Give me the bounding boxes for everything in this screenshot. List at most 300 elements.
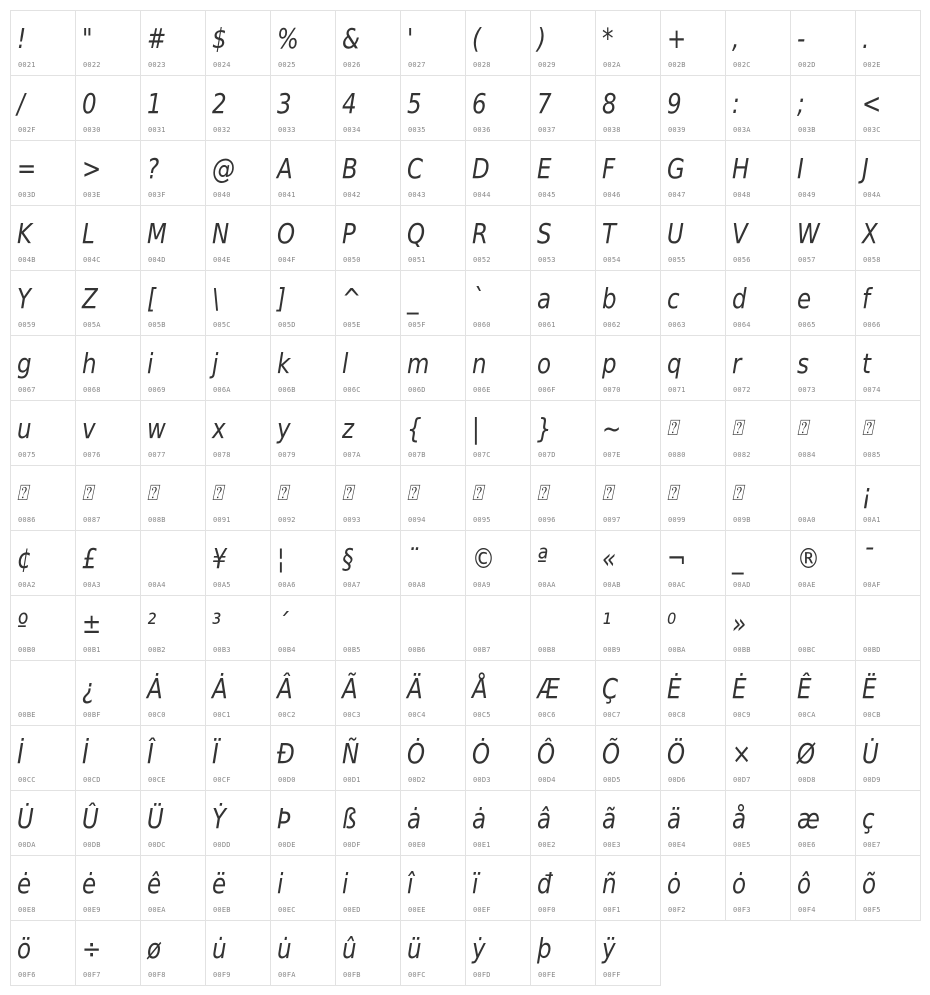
- glyph-cell: [205, 660, 271, 726]
- glyph-char: ä: [667, 802, 682, 835]
- glyph-char: ø: [147, 932, 162, 965]
- glyph-char: R: [472, 217, 488, 250]
- glyph-char: ⍰: [277, 481, 288, 506]
- glyph-cell: [725, 10, 791, 76]
- glyph-code: 00B8: [538, 646, 556, 654]
- glyph-cell: [465, 140, 531, 206]
- glyph-char: U̇: [17, 802, 34, 835]
- glyph-code: 00D2: [408, 776, 426, 784]
- glyph-code: 003F: [148, 191, 166, 199]
- glyph-char: N: [212, 217, 230, 250]
- glyph-code: 007D: [538, 451, 556, 459]
- glyph-char: /: [17, 87, 25, 120]
- glyph-code: 005A: [83, 321, 101, 329]
- glyph-code: 00DE: [278, 841, 296, 849]
- glyph-cell: [790, 595, 856, 661]
- glyph-code: 00AF: [863, 581, 881, 589]
- glyph-char: V: [732, 217, 748, 250]
- glyph-char: O: [277, 217, 296, 250]
- glyph-cell: [790, 465, 856, 531]
- glyph-cell: [75, 790, 141, 856]
- glyph-cell: [270, 725, 336, 791]
- glyph-cell: [335, 335, 401, 401]
- glyph-cell: [335, 140, 401, 206]
- glyph-cell: [140, 10, 206, 76]
- glyph-cell: [725, 335, 791, 401]
- glyph-char: d: [732, 282, 747, 315]
- glyph-char: Ç: [602, 672, 619, 705]
- glyph-code: 00A9: [473, 581, 491, 589]
- glyph-code: 0057: [798, 256, 816, 264]
- glyph-char: Ë: [862, 672, 877, 705]
- glyph-code: 00D7: [733, 776, 751, 784]
- glyph-char: *: [602, 22, 614, 55]
- glyph-code: 00DB: [83, 841, 101, 849]
- glyph-cell: [400, 790, 466, 856]
- glyph-code: 00CF: [213, 776, 231, 784]
- glyph-char: Z: [82, 282, 98, 315]
- glyph-cell: [10, 270, 76, 336]
- glyph-code: 0087: [83, 516, 101, 524]
- glyph-char: Ê: [797, 672, 812, 705]
- glyph-char: ⍰: [147, 481, 158, 506]
- glyph-code: 00E3: [603, 841, 621, 849]
- glyph-char: »: [732, 607, 747, 640]
- glyph-code: 0046: [603, 191, 621, 199]
- glyph-char: ⍰: [862, 416, 873, 441]
- glyph-char: Â: [277, 672, 293, 705]
- glyph-char: Ö: [667, 737, 686, 770]
- glyph-cell: [660, 595, 726, 661]
- glyph-cell: [530, 530, 596, 596]
- glyph-cell: [465, 400, 531, 466]
- glyph-char: !: [17, 22, 27, 55]
- glyph-code: 004B: [18, 256, 36, 264]
- glyph-cell: [530, 790, 596, 856]
- glyph-cell: [595, 75, 661, 141]
- glyph-code: 00DA: [18, 841, 36, 849]
- glyph-char: ⍰: [667, 481, 678, 506]
- glyph-cell: [75, 75, 141, 141]
- glyph-char: Æ: [537, 672, 560, 705]
- glyph-cell: [530, 855, 596, 921]
- glyph-code: 0071: [668, 386, 686, 394]
- glyph-char: å: [732, 802, 747, 835]
- glyph-char: â: [537, 802, 552, 835]
- glyph-cell: [10, 10, 76, 76]
- glyph-code: 00CA: [798, 711, 816, 719]
- glyph-code: 0070: [603, 386, 621, 394]
- glyph-char: ė: [17, 867, 32, 900]
- glyph-cell: [75, 10, 141, 76]
- glyph-code: 00B4: [278, 646, 296, 654]
- glyph-char: g: [17, 347, 32, 380]
- glyph-cell: [270, 465, 336, 531]
- glyph-cell: [530, 205, 596, 271]
- glyph-char: ^: [342, 282, 362, 315]
- glyph-cell: [465, 270, 531, 336]
- glyph-cell: [205, 855, 271, 921]
- glyph-cell: [205, 465, 271, 531]
- glyph-char: ⍰: [472, 481, 483, 506]
- glyph-char: (: [472, 22, 481, 55]
- glyph-char: Þ: [277, 802, 291, 835]
- glyph-char: L: [82, 217, 95, 250]
- glyph-code: 0092: [278, 516, 296, 524]
- glyph-code: 0025: [278, 61, 296, 69]
- glyph-code: 0031: [148, 126, 166, 134]
- glyph-code: 00BE: [18, 711, 36, 719]
- glyph-cell: [75, 855, 141, 921]
- glyph-char: þ: [537, 932, 552, 965]
- glyph-char: Ȧ: [147, 672, 163, 705]
- glyph-char: ç: [862, 802, 875, 835]
- glyph-char: £: [82, 542, 97, 575]
- glyph-char: n: [472, 347, 487, 380]
- glyph-char: ,: [732, 22, 740, 55]
- glyph-code: 0030: [83, 126, 101, 134]
- glyph-char: ȧ: [472, 802, 487, 835]
- glyph-cell: [10, 595, 76, 661]
- glyph-char: i: [277, 867, 284, 900]
- glyph-code: 00E7: [863, 841, 881, 849]
- glyph-code: 005C: [213, 321, 231, 329]
- glyph-cell: [595, 335, 661, 401]
- glyph-cell: [335, 660, 401, 726]
- glyph-char: Ï: [212, 737, 219, 770]
- glyph-code: 0028: [473, 61, 491, 69]
- glyph-cell: [530, 400, 596, 466]
- glyph-code: 0075: [18, 451, 36, 459]
- glyph-code: 0080: [668, 451, 686, 459]
- glyph-char: ô: [797, 867, 812, 900]
- glyph-char: H: [732, 152, 750, 185]
- glyph-char: m: [407, 347, 430, 380]
- glyph-code: 0094: [408, 516, 426, 524]
- glyph-code: 005D: [278, 321, 296, 329]
- glyph-cell: [660, 855, 726, 921]
- glyph-code: 00C6: [538, 711, 556, 719]
- glyph-code: 0035: [408, 126, 426, 134]
- glyph-code: 0085: [863, 451, 881, 459]
- glyph-code: 00FB: [343, 971, 361, 979]
- glyph-code: 00BC: [798, 646, 816, 654]
- glyph-code: 00C4: [408, 711, 426, 719]
- glyph-cell: [140, 400, 206, 466]
- glyph-char: ¿: [82, 672, 95, 705]
- glyph-cell: [205, 530, 271, 596]
- glyph-char: ±: [82, 607, 102, 640]
- glyph-cell: [790, 855, 856, 921]
- glyph-char: ²: [147, 607, 157, 640]
- glyph-cell: [465, 855, 531, 921]
- glyph-code: 00F5: [863, 906, 881, 914]
- glyph-code: 003B: [798, 126, 816, 134]
- glyph-cell: [270, 920, 336, 986]
- glyph-cell: [595, 140, 661, 206]
- glyph-cell: [335, 400, 401, 466]
- glyph-char: ¦: [277, 542, 285, 575]
- glyph-cell: [790, 530, 856, 596]
- glyph-cell: [10, 920, 76, 986]
- glyph-code: 00ED: [343, 906, 361, 914]
- glyph-char: U: [667, 217, 684, 250]
- glyph-cell: [595, 595, 661, 661]
- glyph-cell: [205, 335, 271, 401]
- glyph-cell: [205, 140, 271, 206]
- glyph-code: 0041: [278, 191, 296, 199]
- glyph-code: 00DC: [148, 841, 166, 849]
- glyph-char: W: [797, 217, 820, 250]
- glyph-char: y: [277, 412, 291, 445]
- glyph-cell: [400, 205, 466, 271]
- glyph-char: Ȧ: [212, 672, 228, 705]
- glyph-char: u̇: [277, 932, 292, 965]
- glyph-code: 0043: [408, 191, 426, 199]
- glyph-code: 00E6: [798, 841, 816, 849]
- glyph-char: ö: [17, 932, 32, 965]
- glyph-char: `: [472, 282, 484, 315]
- glyph-char: T: [602, 217, 617, 250]
- glyph-cell: [465, 75, 531, 141]
- glyph-char: ×: [732, 737, 752, 770]
- glyph-code: 0026: [343, 61, 361, 69]
- glyph-cell: [465, 595, 531, 661]
- glyph-char: 0: [82, 87, 97, 120]
- glyph-cell: [335, 595, 401, 661]
- glyph-char: p: [602, 347, 617, 380]
- glyph-char: q: [667, 347, 682, 380]
- glyph-char: r: [732, 347, 742, 380]
- glyph-cell: [400, 270, 466, 336]
- glyph-cell: [855, 205, 921, 271]
- glyph-char: u̇: [212, 932, 227, 965]
- glyph-code: 0082: [733, 451, 751, 459]
- glyph-cell: [530, 465, 596, 531]
- glyph-code: 0079: [278, 451, 296, 459]
- glyph-char: đ: [537, 867, 552, 900]
- glyph-cell: [10, 530, 76, 596]
- glyph-char: ⍰: [342, 481, 353, 506]
- glyph-char: ß: [342, 802, 357, 835]
- glyph-code: 004C: [83, 256, 101, 264]
- glyph-cell: [140, 335, 206, 401]
- glyph-char: f: [862, 282, 871, 315]
- glyph-cell: [465, 790, 531, 856]
- glyph-code: 006F: [538, 386, 556, 394]
- glyph-code: 00A3: [83, 581, 101, 589]
- glyph-cell: [595, 270, 661, 336]
- glyph-cell: [465, 530, 531, 596]
- glyph-cell: [660, 10, 726, 76]
- glyph-cell: [400, 725, 466, 791]
- glyph-char: C: [407, 152, 424, 185]
- glyph-code: 0056: [733, 256, 751, 264]
- glyph-cell: [660, 400, 726, 466]
- glyph-char: 9: [667, 87, 682, 120]
- glyph-char: P: [342, 217, 356, 250]
- glyph-cell: [10, 855, 76, 921]
- glyph-code: 0029: [538, 61, 556, 69]
- glyph-cell: [725, 400, 791, 466]
- glyph-cell: [465, 725, 531, 791]
- glyph-code: 00BF: [83, 711, 101, 719]
- glyph-cell: [660, 465, 726, 531]
- glyph-cell: [725, 660, 791, 726]
- glyph-char: ÷: [82, 932, 102, 965]
- glyph-char: ë: [212, 867, 227, 900]
- glyph-char: Ȯ: [472, 737, 491, 770]
- glyph-char: Ü: [147, 802, 164, 835]
- glyph-char: h: [82, 347, 97, 380]
- glyph-code: 00E9: [83, 906, 101, 914]
- glyph-char: J: [862, 152, 869, 185]
- glyph-code: 00B6: [408, 646, 426, 654]
- glyph-code: 0064: [733, 321, 751, 329]
- glyph-code: 0069: [148, 386, 166, 394]
- glyph-cell: [595, 530, 661, 596]
- glyph-code: 003D: [18, 191, 36, 199]
- glyph-cell: [660, 660, 726, 726]
- glyph-char: @: [212, 152, 235, 185]
- glyph-code: 00E1: [473, 841, 491, 849]
- glyph-cell: [140, 790, 206, 856]
- glyph-char: u: [17, 412, 32, 445]
- glyph-cell: [205, 400, 271, 466]
- glyph-cell: [400, 530, 466, 596]
- glyph-cell: [530, 920, 596, 986]
- glyph-char: :: [732, 87, 740, 120]
- glyph-char: ª: [537, 542, 548, 575]
- glyph-code: 0093: [343, 516, 361, 524]
- glyph-char: ȯ: [732, 867, 747, 900]
- glyph-code: 00F8: [148, 971, 166, 979]
- glyph-code: 00C3: [343, 711, 361, 719]
- glyph-char: ã: [602, 802, 617, 835]
- glyph-cell: [205, 595, 271, 661]
- glyph-code: 0023: [148, 61, 166, 69]
- glyph-cell: [10, 660, 76, 726]
- glyph-cell: [400, 660, 466, 726]
- glyph-char: I: [797, 152, 804, 185]
- glyph-char: ): [537, 22, 546, 55]
- glyph-code: 0077: [148, 451, 166, 459]
- glyph-char: ;: [797, 87, 805, 120]
- glyph-char: ~: [602, 412, 622, 445]
- glyph-char: %: [277, 22, 299, 55]
- glyph-char: #: [147, 22, 167, 55]
- glyph-char: ?: [147, 152, 160, 185]
- glyph-char: A: [277, 152, 293, 185]
- glyph-grid: [10, 10, 920, 985]
- glyph-code: 00B9: [603, 646, 621, 654]
- glyph-code: 00AA: [538, 581, 556, 589]
- glyph-cell: [75, 660, 141, 726]
- glyph-cell: [335, 465, 401, 531]
- glyph-code: 00EC: [278, 906, 296, 914]
- glyph-code: 009B: [733, 516, 751, 524]
- glyph-code: 00A1: [863, 516, 881, 524]
- glyph-code: 00AB: [603, 581, 621, 589]
- glyph-char: ⍰: [407, 481, 418, 506]
- glyph-cell: [140, 465, 206, 531]
- glyph-code: 005F: [408, 321, 426, 329]
- glyph-code: 0065: [798, 321, 816, 329]
- glyph-cell: [595, 465, 661, 531]
- glyph-cell: [790, 205, 856, 271]
- glyph-code: 0036: [473, 126, 491, 134]
- glyph-char: ⍰: [732, 416, 743, 441]
- glyph-code: 0066: [863, 321, 881, 329]
- glyph-cell: [270, 10, 336, 76]
- glyph-code: 00B1: [83, 646, 101, 654]
- glyph-code: 0096: [538, 516, 556, 524]
- glyph-char: ]: [277, 282, 286, 315]
- glyph-cell: [400, 140, 466, 206]
- glyph-code: 0099: [668, 516, 686, 524]
- glyph-char: ⍰: [82, 481, 93, 506]
- glyph-char: s: [797, 347, 809, 380]
- glyph-code: 0054: [603, 256, 621, 264]
- glyph-cell: [400, 920, 466, 986]
- glyph-code: 00EA: [148, 906, 166, 914]
- glyph-code: 0078: [213, 451, 231, 459]
- glyph-cell: [400, 595, 466, 661]
- glyph-code: 00B7: [473, 646, 491, 654]
- glyph-cell: [75, 140, 141, 206]
- glyph-cell: [205, 790, 271, 856]
- glyph-code: 0091: [213, 516, 231, 524]
- glyph-cell: [75, 725, 141, 791]
- glyph-char: Y: [17, 282, 32, 315]
- glyph-cell: [790, 335, 856, 401]
- glyph-cell: [10, 790, 76, 856]
- glyph-cell: [270, 595, 336, 661]
- glyph-cell: [75, 270, 141, 336]
- glyph-cell: [270, 400, 336, 466]
- glyph-cell: [790, 725, 856, 791]
- glyph-cell: [75, 530, 141, 596]
- glyph-cell: [205, 725, 271, 791]
- glyph-code: 0086: [18, 516, 36, 524]
- glyph-code: 00F0: [538, 906, 556, 914]
- glyph-char: Ė: [732, 672, 747, 705]
- glyph-code: 006B: [278, 386, 296, 394]
- glyph-char: l: [342, 347, 349, 380]
- glyph-cell: [725, 725, 791, 791]
- glyph-cell: [855, 595, 921, 661]
- glyph-char: 8: [602, 87, 617, 120]
- glyph-char: i: [342, 867, 349, 900]
- glyph-cell: [140, 595, 206, 661]
- glyph-char: ¹: [602, 607, 612, 640]
- glyph-code: 00EB: [213, 906, 231, 914]
- glyph-char: ³: [212, 607, 222, 640]
- glyph-cell: [140, 660, 206, 726]
- glyph-char: Ȯ: [407, 737, 426, 770]
- glyph-char: z: [342, 412, 355, 445]
- glyph-cell: [205, 270, 271, 336]
- glyph-cell: [530, 725, 596, 791]
- glyph-code: 00F1: [603, 906, 621, 914]
- glyph-cell: [465, 920, 531, 986]
- glyph-code: 0051: [408, 256, 426, 264]
- glyph-cell: [270, 530, 336, 596]
- glyph-char: >: [82, 152, 102, 185]
- glyph-cell: [725, 465, 791, 531]
- glyph-cell: [75, 595, 141, 661]
- glyph-cell: [400, 400, 466, 466]
